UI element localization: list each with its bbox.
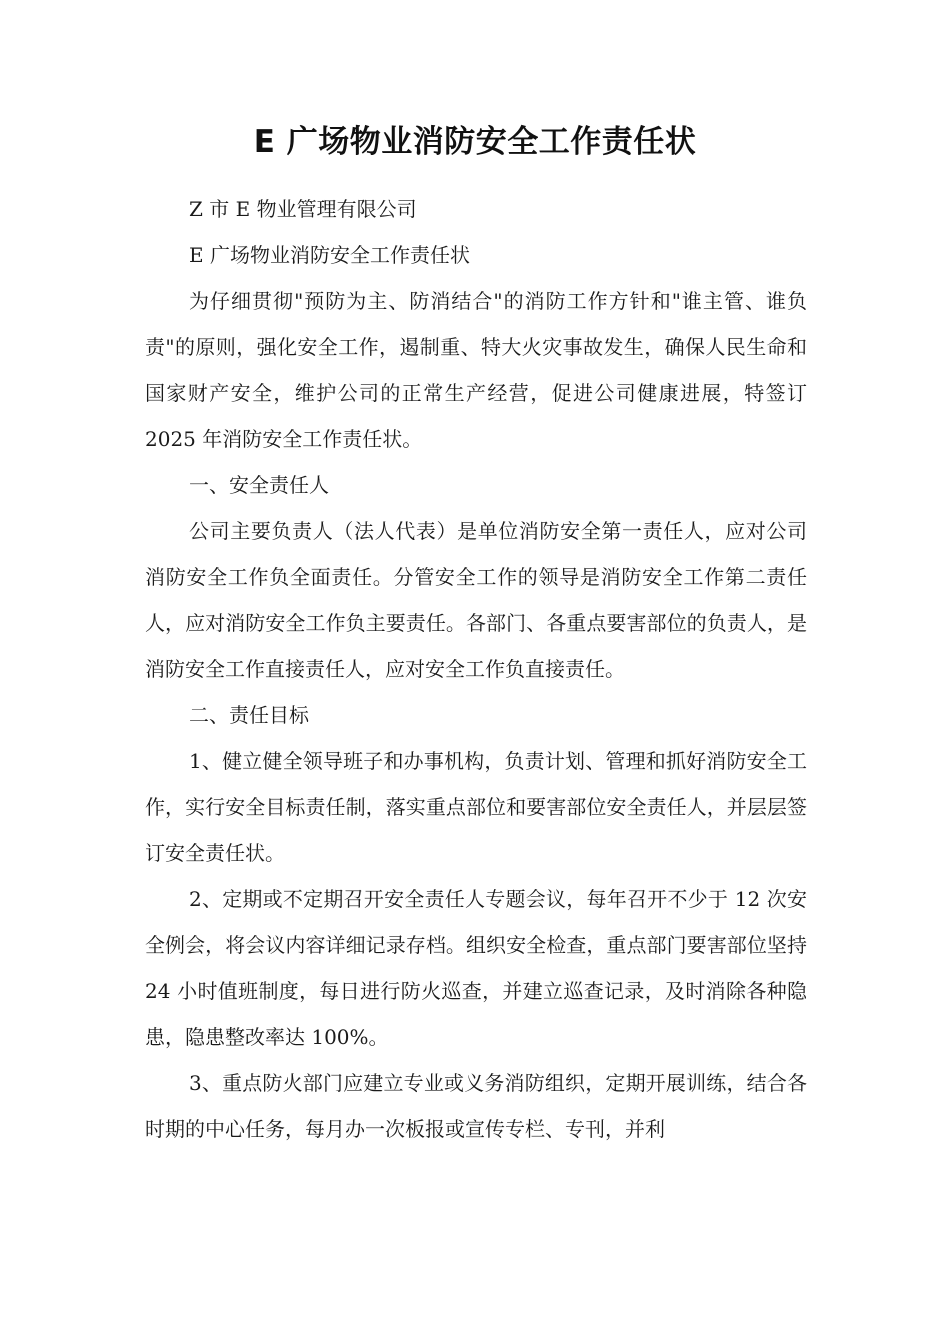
section-heading-1: 一、安全责任人	[189, 473, 329, 497]
target-item-2: 2、定期或不定期召开安全责任人专题会议，每年召开不少于 12 次安全例会，将会议内容详细记录存档。组织安全检查，重点部门要害部位坚持 24 小时值班制度，每日进行防火巡查，并建立巡查记录，及时消除各种隐患，隐患整改率达 100%。	[145, 887, 807, 1049]
target-item-3: 3、重点防火部门应建立专业或义务消防组织，定期开展训练，结合各时期的中心任务，每月办一次板报或宣传专栏、专刊，并利	[145, 1071, 807, 1141]
intro-paragraph: 为仔细贯彻"预防为主、防消结合"的消防工作方针和"谁主管、谁负责"的原则，强化安全工作，遏制重、特大火灾事故发生，确保人民生命和国家财产安全，维护公司的正常生产经营，促进公司健康进展，特签订 2025 年消防安全工作责任状。	[145, 289, 807, 451]
company-name: Z 市 E 物业管理有限公司	[189, 197, 417, 221]
target-item-1: 1、健立健全领导班子和办事机构，负责计划、管理和抓好消防安全工作，实行安全目标责任制，落实重点部位和要害部位安全责任人，并层层签订安全责任状。	[145, 749, 807, 865]
document-title: E 广场物业消防安全工作责任状	[253, 124, 697, 160]
section-heading-2: 二、责任目标	[189, 703, 309, 727]
responsibility-paragraph: 公司主要负责人（法人代表）是单位消防安全第一责任人，应对公司消防安全工作负全面责任。分管安全工作的领导是消防安全工作第二责任人，应对消防安全工作负主要责任。各部门、各重点要害部位的负责人，是消防安全工作直接责任人，应对安全工作负直接责任。	[145, 519, 807, 681]
subtitle-paragraph: E 广场物业消防安全工作责任状	[189, 243, 470, 267]
document-body	[145, 186, 807, 1152]
